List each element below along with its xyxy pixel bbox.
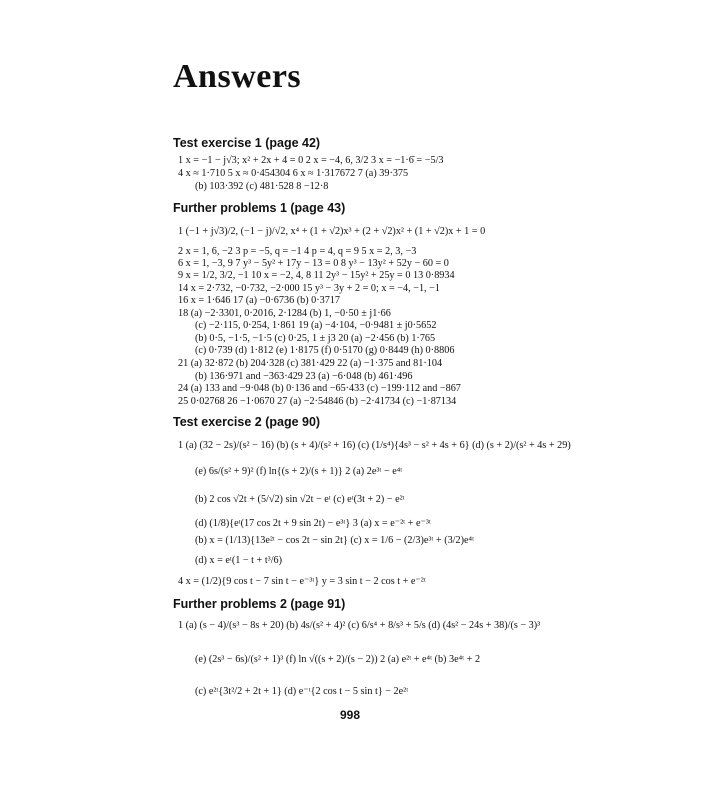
answer-line: 18 (a) −2·3301, 0·2016, 2·1284 (b) 1, −0·50 ± j1·66 (178, 308, 391, 319)
section-heading: Test exercise 1 (page 42) (173, 136, 321, 150)
answer-line: (d) x = eᵗ(1 − t + t³/6) (195, 555, 283, 566)
answer-line: 2 x = 1, 6, −2 3 p = −5, q = −1 4 p = 4, q = 9 5 x = 2, 3, −3 (178, 246, 417, 257)
section-heading: Test exercise 2 (page 90) (173, 415, 321, 429)
answer-line: (d) (1/8){eᵗ(17 cos 2t + 9 sin 2t) − e³ᵗ} 3 (a) x = e⁻²ᵗ + e⁻³ᵗ (195, 518, 431, 529)
page-number: 998 (340, 708, 361, 722)
answer-line: (b) 2 cos √2t + (5/√2) sin √2t − eᵗ (c) eᵗ(3t + 2) − e²ᵗ (195, 494, 405, 505)
answer-line: (b) 103·392 (c) 481·528 8 −12·8 (195, 181, 329, 192)
answer-line: (c) 0·739 (d) 1·812 (e) 1·8175 (f) 0·5170 (g) 0·8449 (h) 0·8806 (195, 345, 455, 356)
answer-line: 1 (a) (s − 4)/(s³ − 8s + 20) (b) 4s/(s² + 4)² (c) 6/s⁴ + 8/s³ + 5/s (d) (4s² − 24s + 38)/(s − 3)³ (178, 620, 541, 631)
answer-line: (b) 0·5, −1·5, −1·5 (c) 0·25, 1 ± j3 20 (a) −2·456 (b) 1·765 (195, 333, 436, 344)
answer-line: (c) −2·115, 0·254, 1·861 19 (a) −4·104, −0·9481 ± j0·5652 (195, 320, 437, 331)
answer-line: 4 x ≈ 1·710 5 x ≈ 0·454304 6 x ≈ 1·317672 7 (a) 39·375 (178, 168, 409, 179)
answer-line: 9 x = 1/2, 3/2, −1 10 x = −2, 4, 8 11 2y³ − 15y² + 25y = 0 13 0·8934 (178, 270, 455, 281)
answer-line: 14 x = 2·732, −0·732, −2·000 15 y³ − 3y + 2 = 0; x = −4, −1, −1 (178, 283, 440, 294)
section-heading: Further problems 1 (page 43) (173, 201, 346, 215)
answer-line: 24 (a) 133 and −9·048 (b) 0·136 and −65·433 (c) −199·112 and −867 (178, 383, 461, 394)
answer-line: 1 (a) (32 − 2s)/(s² − 16) (b) (s + 4)/(s² + 16) (c) (1/s⁴){4s³ − s² + 4s + 6} (d) (s + 2)/(s² + 4s + 29) (178, 440, 571, 451)
answer-line: 1 (−1 + j√3)/2, (−1 − j)/√2, x⁴ + (1 + √2)x³ + (2 + √2)x² + (1 + √2)x + 1 = 0 (178, 226, 486, 237)
answer-line: (b) x = (1/13){13e²ᵗ − cos 2t − sin 2t} (c) x = 1/6 − (2/3)e³ᵗ + (3/2)e⁴ᵗ (195, 535, 475, 546)
answer-line: 16 x = 1·646 17 (a) −0·6736 (b) 0·3717 (178, 295, 341, 306)
answer-line: (e) 6s/(s² + 9)² (f) ln{(s + 2)/(s + 1)} 2 (a) 2e³ᵗ − e⁴ᵗ (195, 466, 403, 477)
answer-line: (e) (2s³ − 6s)/(s² + 1)³ (f) ln √((s + 2)/(s − 2)) 2 (a) e²ᵗ + e⁴ᵗ (b) 3e⁴ᵗ + 2 (195, 654, 481, 665)
answer-line: 1 x = −1 − j√3; x² + 2x + 4 = 0 2 x = −4, 6, 3/2 3 x = −1·6̇ = −5/3 (178, 155, 444, 166)
answer-line: (b) 136·971 and −363·429 23 (a) −6·048 (b) 461·496 (195, 371, 413, 382)
answer-line: 4 x = (1/2){9 cos t − 7 sin t − e⁻³ᵗ} y = 3 sin t − 2 cos t + e⁻²ᵗ (178, 576, 426, 587)
answer-line: 6 x = 1, −3, 9 7 y³ − 5y² + 17y − 13 = 0 8 y³ − 13y² + 52y − 60 = 0 (178, 258, 449, 269)
answer-line: (c) e²ᵗ{3t²/2 + 2t + 1} (d) e⁻ᵗ{2 cos t − 5 sin t} − 2e²ᵗ (195, 686, 409, 697)
section-heading: Further problems 2 (page 91) (173, 597, 346, 611)
page-title: Answers (173, 58, 302, 95)
answer-line: 21 (a) 32·872 (b) 204·328 (c) 381·429 22 (a) −1·375 and 81·104 (178, 358, 443, 369)
answer-line: 25 0·02768 26 −1·0670 27 (a) −2·54846 (b) −2·41734 (c) −1·87134 (178, 396, 457, 407)
